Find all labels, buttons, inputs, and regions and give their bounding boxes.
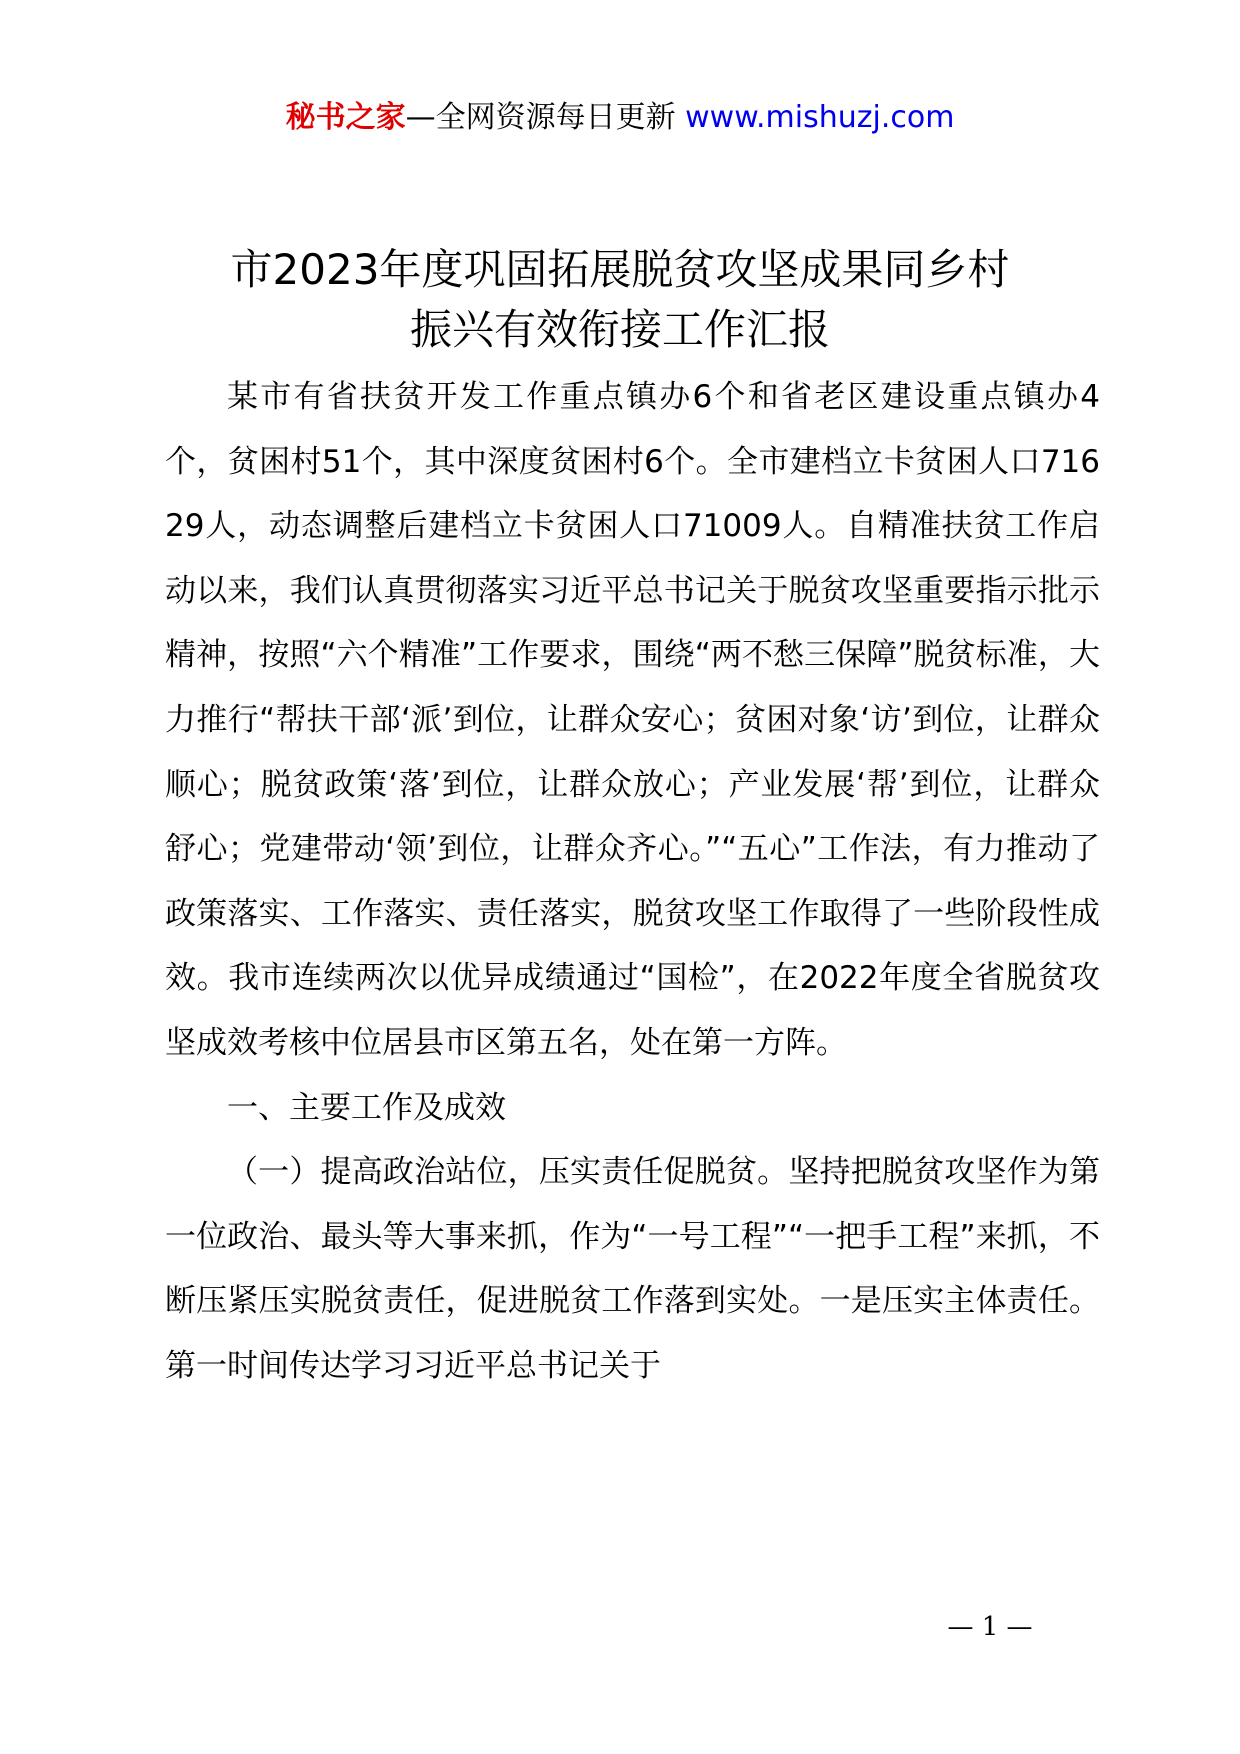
banner-site-link[interactable]: www.mishuzj.com [685, 100, 955, 135]
site-banner [0, 98, 1240, 138]
banner-slogan: —全网资源每日更新 [405, 100, 686, 135]
document-body [165, 365, 1100, 1399]
subsection-paragraph: （一）提高政治站位，压实责任促脱贫。坚持把脱贫攻坚作为第一位政治、最头等大事来抓，作为“一号工程”“一把手工程”来抓，不断压紧压实脱贫责任，促进脱贫工作落到实处。一是压实主体责任。第一时间传达学习习近平总书记关于 [165, 1154, 1100, 1384]
document-title-line-1: 市2023年度巩固拓展脱贫攻坚成果同乡村 [230, 245, 1010, 294]
document-title [0, 240, 1240, 360]
document-title-line-2: 振兴有效衔接工作汇报 [409, 305, 830, 354]
page-number: — 1 — [947, 1612, 1033, 1642]
intro-paragraph: 某市有省扶贫开发工作重点镇办6个和省老区建设重点镇办4个，贫困村51个，其中深度贫困村6个。全市建档立卡贫困人口71629人，动态调整后建档立卡贫困人口71009人。自精准扶贫工作启动以来，我们认真贯彻落实习近平总书记关于脱贫攻坚重要指示批示精神，按照“六个精准”工作要求，围绕“两不愁三保障”脱贫标准，大力推行“帮扶干部‘派’到位，让群众安心；贫困对象‘访’到位，让群众顺心；脱贫政策‘落’到位，让群众放心；产业发展‘帮’到位，让群众舒心；党建带动‘领’到位，让群众齐心。”“五心”工作法，有力推动了政策落实、工作落实、责任落实，脱贫攻坚工作取得了一些阶段性成效。我市连续两次以优异成绩通过“国检”，在2022年度全省脱贫攻坚成效考核中位居县市区第五名，处在第一方阵。 [165, 379, 1100, 1061]
section-heading: 一、主要工作及成效 [227, 1089, 506, 1126]
banner-brand: 秘书之家 [285, 100, 406, 135]
